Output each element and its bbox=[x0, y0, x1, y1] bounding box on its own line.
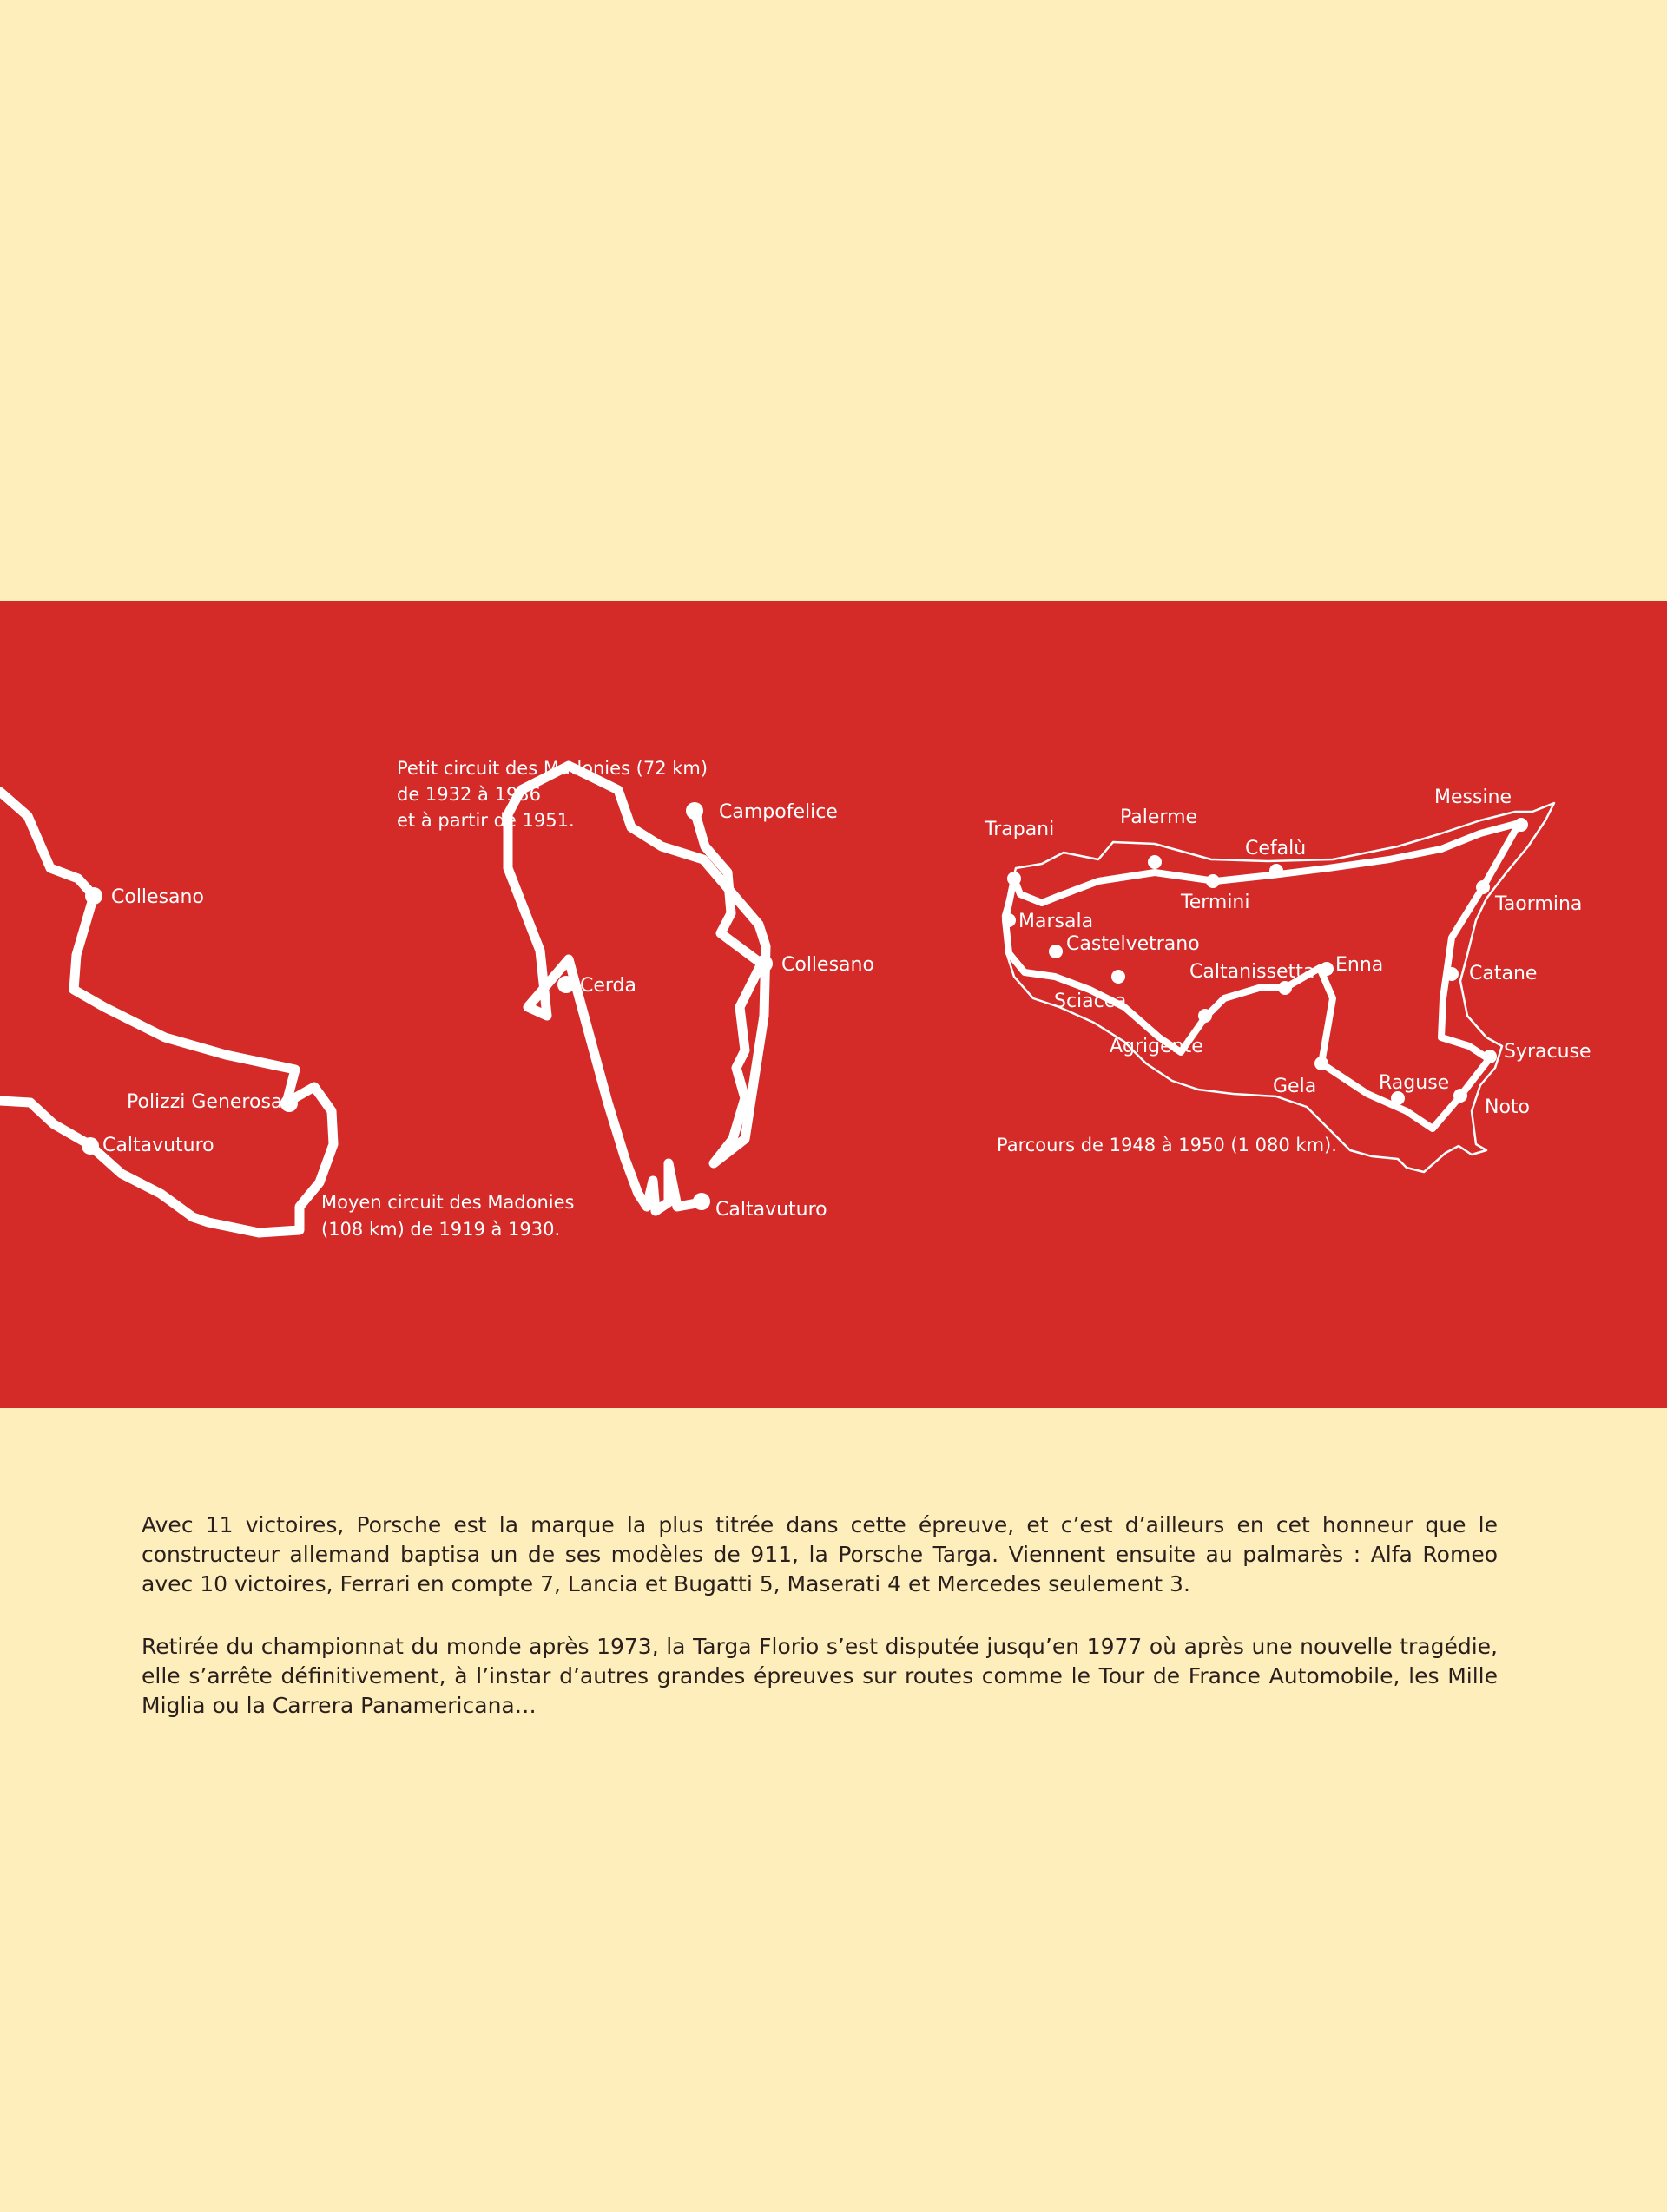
town-dot bbox=[1514, 818, 1528, 832]
town-dot bbox=[1206, 874, 1220, 888]
map-caption: Petit circuit des Madonies (72 km) bbox=[397, 758, 708, 779]
town-label: Campofelice bbox=[719, 801, 838, 823]
town-dot bbox=[1320, 962, 1334, 976]
petit-circuit-map bbox=[397, 758, 874, 1221]
town-label: Catane bbox=[1469, 963, 1538, 984]
map-caption: (108 km) de 1919 à 1930. bbox=[321, 1219, 561, 1240]
town-dot bbox=[1049, 945, 1063, 958]
town-dot bbox=[1148, 855, 1162, 869]
town-label: Taormina bbox=[1495, 893, 1583, 915]
town-label: Caltavuturo bbox=[715, 1199, 827, 1221]
town-label: Messine bbox=[1434, 787, 1512, 808]
town-label: Enna bbox=[1335, 954, 1384, 976]
town-label: Castelvetrano bbox=[1066, 933, 1200, 955]
town-dot bbox=[686, 802, 703, 820]
town-dot bbox=[1453, 1089, 1467, 1103]
body-text bbox=[142, 1511, 1498, 1754]
map-caption: Moyen circuit des Madonies bbox=[321, 1192, 575, 1213]
town-label: Syracuse bbox=[1504, 1041, 1591, 1063]
town-dot bbox=[82, 1137, 99, 1155]
town-label: Gela bbox=[1273, 1076, 1317, 1097]
town-label: Collesano bbox=[111, 886, 204, 908]
paragraph: Avec 11 victoires, Porsche est la marque la plus titrée dans cette épreuve, et c’est d’ailleurs en cet honneur que le constructeur allemand baptisa un de ses modèles de 911, la Porsche Targa. Viennent ensuite au palmarès : Alfa Romeo avec 10 victoires, Ferrari en compte 7, Lancia et Bugatti 5, Maserati 4 et Mercedes seulement 3. bbox=[142, 1512, 1498, 1596]
sicily-map bbox=[984, 787, 1591, 1172]
town-dot bbox=[1007, 872, 1021, 885]
town-dot bbox=[85, 887, 102, 905]
town-label: Cefalù bbox=[1245, 838, 1307, 859]
town-label: Sciacca bbox=[1054, 991, 1127, 1012]
town-label: Trapani bbox=[985, 819, 1055, 840]
paragraph: Retirée du championnat du monde après 1973, la Targa Florio s’est disputée jusqu’en 1977 où après une nouvelle tragédie, elle s’arrête définitivement, à l’instar d’autres grandes épreuves sur routes comme le Tour de France Automobile, les Mille Miglia ou la Carrera Panamericana… bbox=[142, 1634, 1498, 1718]
town-dot bbox=[1002, 913, 1016, 927]
moyen-circuit-route bbox=[0, 792, 333, 1233]
town-label: Marsala bbox=[1018, 911, 1094, 932]
town-dot bbox=[1314, 1057, 1328, 1070]
town-dot bbox=[1445, 967, 1459, 981]
town-label: Palerme bbox=[1120, 806, 1198, 828]
town-label: Agrigente bbox=[1110, 1036, 1203, 1057]
town-dot bbox=[557, 976, 575, 993]
map-caption: Parcours de 1948 à 1950 (1 080 km). bbox=[997, 1135, 1337, 1155]
town-label: Cerda bbox=[580, 975, 637, 997]
moyen-circuit-map bbox=[0, 792, 575, 1240]
town-label: Raguse bbox=[1379, 1072, 1450, 1094]
map-caption: de 1932 à 1936 bbox=[397, 784, 542, 805]
town-label: Noto bbox=[1485, 1096, 1531, 1118]
town-dot bbox=[1483, 1050, 1497, 1063]
town-label: Caltavuturo bbox=[102, 1135, 214, 1156]
map-caption: et à partir de 1951. bbox=[397, 810, 575, 831]
town-dot bbox=[693, 1193, 710, 1210]
town-label: Termini bbox=[1181, 892, 1250, 913]
town-label: Caltanissetta bbox=[1189, 961, 1315, 983]
town-label: Polizzi Generosa bbox=[127, 1091, 283, 1113]
town-dot bbox=[1269, 864, 1283, 878]
town-dot bbox=[280, 1095, 298, 1112]
town-dot bbox=[1198, 1009, 1212, 1023]
town-dot bbox=[1278, 981, 1292, 995]
town-label: Collesano bbox=[781, 954, 874, 976]
petit-circuit-route bbox=[508, 766, 766, 1211]
town-dot bbox=[755, 955, 773, 972]
town-dot bbox=[1476, 880, 1490, 894]
town-dot bbox=[1111, 970, 1125, 984]
